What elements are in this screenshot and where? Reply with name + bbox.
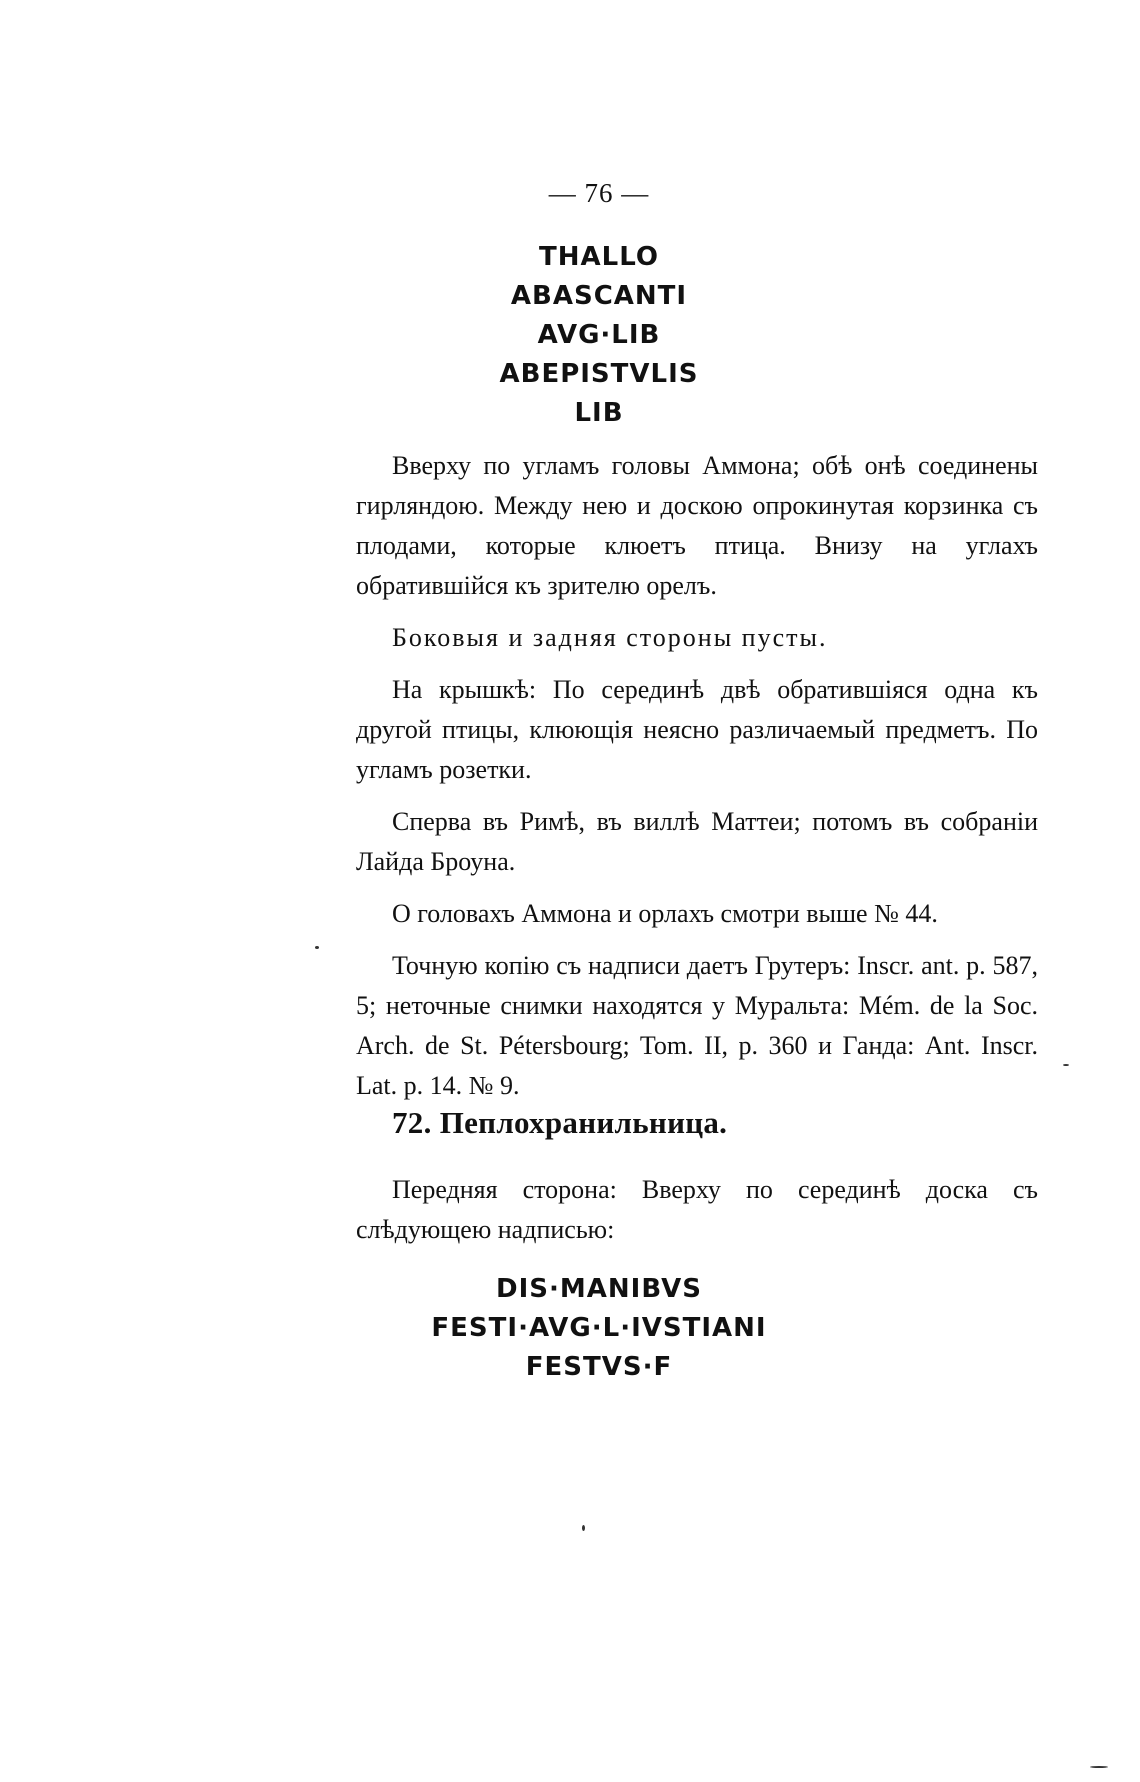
body-text-bottom: [356, 1170, 1038, 1250]
inscription-line: FESTVS·F: [525, 1352, 673, 1382]
scan-speck: [1090, 1766, 1108, 1768]
section-heading: 72. Пеплохранильница.: [392, 1105, 728, 1140]
paragraph: О головахъ Аммона и орлахъ смотри выше № 44.: [392, 899, 938, 928]
scan-speck: [1063, 1064, 1069, 1066]
paragraph: Боковыя и задняя стороны пусты.: [392, 623, 828, 652]
inscription-line: AVG·LIB: [537, 320, 661, 350]
inscription-line: DIS·MANIBVS: [496, 1274, 702, 1304]
inscription-line: THALLO: [539, 242, 659, 272]
paragraph: Сперва въ Римѣ, въ виллѣ Маттеи; потомъ въ собраніи Лайда Броуна.: [356, 807, 1038, 876]
paragraph: Вверху по угламъ головы Аммона; обѣ онѣ соединены гирляндою. Между нею и доскою опрокинутая корзинка съ плодами, которые клюетъ птица. Внизу на углахъ обратившійся къ зрителю орелъ.: [356, 451, 1038, 600]
inscription-top: [0, 238, 1140, 433]
paragraph: На крышкѣ: По серединѣ двѣ обратившіяся одна къ другой птицы, клюющія неясно различаемый предметъ. По угламъ розетки.: [356, 675, 1038, 784]
inscription-line: ABEPISTVLIS: [499, 359, 699, 389]
paragraph: Передняя сторона: Вверху по серединѣ доска съ слѣдующею надписью:: [356, 1175, 1038, 1244]
scan-speck: [582, 1525, 585, 1531]
body-text-top: [356, 446, 1038, 1118]
scan-speck: [315, 946, 319, 949]
inscription-line: FESTI·AVG·L·IVSTIANI: [431, 1313, 767, 1343]
page-number: — 76 —: [548, 178, 650, 208]
paragraph: Точную копію съ надписи даетъ Грутеръ: Inscr. ant. p. 587, 5; неточные снимки находятся у Муральта: Mém. de la Soc. Arch. de St. Pétersbourg; Tom. II, p. 360 и Ганда: Ant. Inscr. Lat. p. 14. № 9.: [356, 951, 1038, 1100]
inscription-bottom: [0, 1270, 1140, 1387]
inscription-line: ABASCANTI: [510, 281, 688, 311]
inscription-line: LIB: [574, 398, 624, 428]
